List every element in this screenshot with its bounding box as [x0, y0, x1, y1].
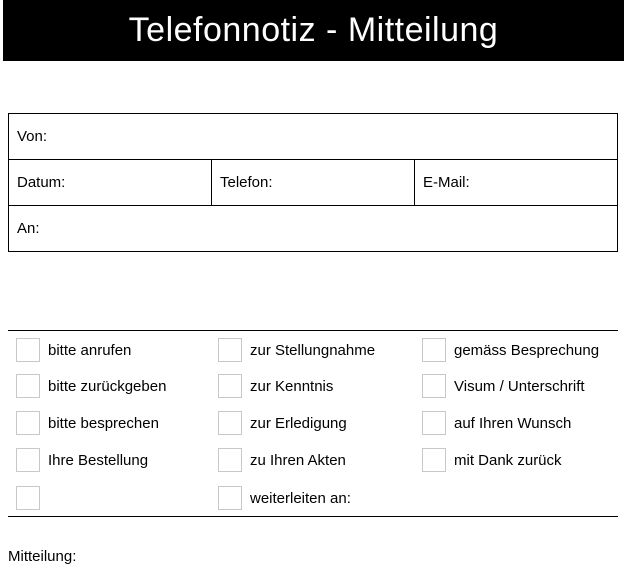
check-item[interactable]: [218, 410, 347, 436]
an-field[interactable]: [9, 206, 617, 251]
check-item[interactable]: [422, 373, 585, 399]
checkbox-label: zu Ihren Akten: [250, 451, 346, 469]
checkbox[interactable]: [422, 338, 446, 362]
check-item[interactable]: [16, 485, 48, 511]
check-item[interactable]: [422, 410, 571, 436]
checkbox[interactable]: [16, 486, 40, 510]
check-item[interactable]: [16, 447, 148, 473]
checkbox-label: bitte zurückgeben: [48, 377, 167, 395]
message-label: Mitteilung:: [8, 548, 77, 565]
page-title: Telefonnotiz - Mitteilung: [3, 0, 624, 61]
check-item[interactable]: [218, 447, 346, 473]
contact-info-table: [8, 113, 618, 252]
email-field[interactable]: [415, 160, 617, 205]
row-an: [9, 206, 617, 251]
checkbox[interactable]: [218, 411, 242, 435]
email-label: E-Mail:: [423, 174, 470, 191]
checkbox[interactable]: [16, 448, 40, 472]
telefon-label: Telefon:: [220, 174, 273, 191]
checkbox-label: bitte anrufen: [48, 341, 132, 359]
telefon-field[interactable]: [212, 160, 415, 205]
check-item[interactable]: [422, 447, 562, 473]
checkbox-label: zur Kenntnis: [250, 377, 334, 395]
von-label: Von:: [17, 128, 48, 145]
checkbox[interactable]: [16, 374, 40, 398]
check-item[interactable]: [218, 373, 333, 399]
checkbox[interactable]: [16, 338, 40, 362]
checkbox-section: [8, 330, 618, 517]
datum-field[interactable]: [9, 160, 212, 205]
checkbox-label: mit Dank zurück: [454, 451, 562, 469]
checkbox-label: auf Ihren Wunsch: [454, 414, 572, 432]
checkbox[interactable]: [218, 486, 242, 510]
checkbox-label: Ihre Bestellung: [48, 451, 149, 469]
checkbox-label: zur Erledigung: [250, 414, 347, 432]
check-item[interactable]: [16, 373, 166, 399]
checkbox[interactable]: [16, 411, 40, 435]
checkbox-label: bitte besprechen: [48, 414, 159, 432]
row-datum-telefon-email: [9, 160, 617, 206]
checkbox-label: gemäss Besprechung: [454, 341, 600, 359]
checkbox[interactable]: [422, 448, 446, 472]
checkbox[interactable]: [218, 448, 242, 472]
checkbox-label: Visum / Unterschrift: [454, 377, 585, 395]
check-item[interactable]: [16, 410, 159, 436]
check-item[interactable]: [16, 337, 131, 363]
checkbox[interactable]: [422, 411, 446, 435]
checkbox[interactable]: [218, 338, 242, 362]
check-item[interactable]: [218, 485, 351, 511]
row-von: [9, 114, 617, 160]
checkbox[interactable]: [218, 374, 242, 398]
checkbox[interactable]: [422, 374, 446, 398]
checkbox-label: weiterleiten an:: [250, 489, 351, 507]
an-label: An:: [17, 220, 40, 237]
check-item[interactable]: [218, 337, 375, 363]
checkbox-label: zur Stellungnahme: [250, 341, 376, 359]
datum-label: Datum:: [17, 174, 66, 191]
check-item[interactable]: [422, 337, 599, 363]
von-field[interactable]: [9, 114, 617, 159]
